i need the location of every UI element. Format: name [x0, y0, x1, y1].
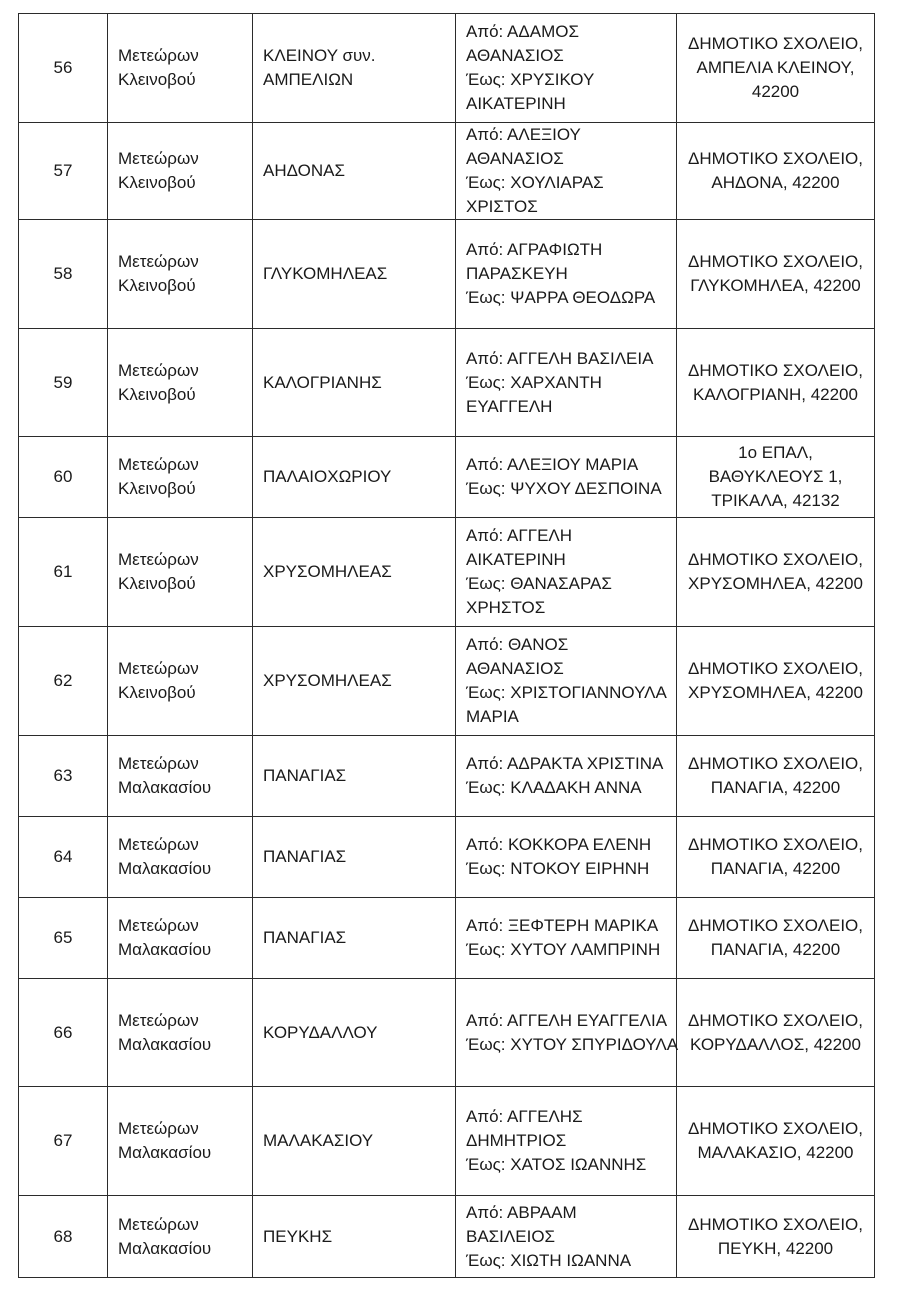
department-cell: [253, 817, 456, 898]
voter-range-line: ΧΡΗΣΤΟΣ: [466, 598, 546, 617]
voter-range-line: Έως: ΧΙΩΤΗ ΙΩΑΝΝΑ: [466, 1250, 632, 1270]
voter-range-cell: [456, 518, 677, 627]
polling-location-line: ΧΡΥΣΟΜΗΛΕΑ, 42200: [688, 683, 863, 702]
municipality-cell: [108, 518, 253, 627]
department-line: ΠΑΝΑΓΙΑΣ: [263, 928, 347, 947]
municipality-cell: [108, 14, 253, 123]
voter-range-line: Από: ΑΓΓΕΛΗ ΒΑΣΙΛΕΙΑ: [466, 348, 654, 368]
department-cell: [253, 979, 456, 1087]
voter-range-line: Έως: ΧΥΤΟΥ ΣΠΥΡΙΔΟΥΛΑ: [466, 1034, 679, 1054]
department-line: ΧΡΥΣΟΜΗΛΕΑΣ: [263, 671, 392, 690]
voter-range-line: ΑΙΚΑΤΕΡΙΝΗ: [466, 550, 566, 569]
table-row: [19, 123, 875, 220]
table-row: [19, 1196, 875, 1278]
municipality-cell: [108, 1196, 253, 1278]
department-line: ΠΑΝΑΓΙΑΣ: [263, 847, 347, 866]
polling-location-cell: [677, 123, 875, 220]
department-line: ΑΜΠΕΛΙΩΝ: [263, 70, 354, 89]
polling-location-cell: [677, 437, 875, 518]
table-row: [19, 518, 875, 627]
department-cell: [253, 1087, 456, 1196]
row-number-cell: 58: [19, 220, 108, 329]
municipality-cell: [108, 627, 253, 736]
department-line: ΧΡΥΣΟΜΗΛΕΑΣ: [263, 562, 392, 581]
municipality-line: Μετεώρων: [118, 835, 199, 854]
voter-range-line: ΜΑΡΙΑ: [466, 707, 519, 726]
department-cell: [253, 437, 456, 518]
voter-range-cell: [456, 437, 677, 518]
polling-location-line: ΚΟΡΥΔΑΛΛΟΣ, 42200: [690, 1034, 861, 1054]
polling-location-cell: [677, 736, 875, 817]
voter-range-line: Έως: ΚΛΑΔΑΚΗ ΑΝΝΑ: [466, 778, 642, 797]
polling-location-line: ΑΜΠΕΛΙΑ ΚΛΕΙΝΟΥ,: [696, 58, 855, 77]
voter-range-line: Έως: ΧΟΥΛΙΑΡΑΣ: [466, 173, 604, 192]
voter-range-line: Από: ΑΔΑΜΟΣ: [466, 22, 579, 41]
municipality-line: Κλεινοβού: [118, 479, 196, 498]
table-row: [19, 736, 875, 817]
voter-range-cell: [456, 979, 677, 1087]
voter-range-line: Έως: ΧΑΤΟΣ ΙΩΑΝΝΗΣ: [466, 1155, 647, 1174]
polling-stations-table: [18, 13, 875, 1278]
voter-range-line: ΑΘΑΝΑΣΙΟΣ: [466, 149, 564, 168]
department-line: ΠΑΛΑΙΟΧΩΡΙΟΥ: [263, 467, 392, 486]
municipality-line: Μετεώρων: [118, 149, 199, 168]
polling-location-line: ΠΑΝΑΓΙΑ, 42200: [710, 859, 841, 878]
municipality-line: Κλεινοβού: [118, 683, 196, 702]
department-cell: [253, 123, 456, 220]
table-row: [19, 817, 875, 898]
voter-range-line: Από: ΘΑΝΟΣ: [466, 635, 569, 654]
polling-location-cell: [677, 518, 875, 627]
polling-location-line: ΔΗΜΟΤΙΚΟ ΣΧΟΛΕΙΟ,: [687, 252, 863, 271]
municipality-line: Κλεινοβού: [118, 276, 196, 295]
department-line: ΓΛΥΚΟΜΗΛΕΑΣ: [263, 264, 388, 283]
voter-range-line: Έως: ΨΑΡΡΑ ΘΕΟΔΩΡΑ: [466, 288, 656, 307]
voter-range-line: ΑΘΑΝΑΣΙΟΣ: [466, 659, 564, 678]
municipality-line: Μαλακασίου: [118, 1034, 212, 1054]
polling-location-cell: [677, 898, 875, 979]
department-cell: [253, 736, 456, 817]
voter-range-line: Από: ΑΔΡΑΚΤΑ ΧΡΙΣΤΙΝΑ: [466, 754, 664, 773]
row-number-cell: 68: [19, 1196, 108, 1278]
polling-location-line: ΔΗΜΟΤΙΚΟ ΣΧΟΛΕΙΟ,: [687, 916, 863, 935]
municipality-line: Μετεώρων: [118, 550, 199, 569]
row-number-cell: 60: [19, 437, 108, 518]
voter-range-cell: [456, 736, 677, 817]
municipality-cell: [108, 123, 253, 220]
row-number-cell: 56: [19, 14, 108, 123]
voter-range-cell: [456, 1087, 677, 1196]
table-row: [19, 329, 875, 437]
voter-range-line: ΑΙΚΑΤΕΡΙΝΗ: [466, 94, 566, 113]
table-row: [19, 1087, 875, 1196]
municipality-line: Μετεώρων: [118, 1214, 199, 1234]
table-row: [19, 979, 875, 1087]
polling-location-cell: [677, 1087, 875, 1196]
municipality-cell: [108, 736, 253, 817]
voter-range-cell: [456, 14, 677, 123]
polling-location-line: ΑΗΔΟΝΑ, 42200: [711, 173, 840, 192]
voter-range-cell: [456, 898, 677, 979]
department-line: ΜΑΛΑΚΑΣΙΟΥ: [263, 1131, 374, 1150]
voter-range-line: Έως: ΝΤΟΚΟΥ ΕΙΡΗΝΗ: [466, 859, 650, 878]
voter-range-line: Έως: ΘΑΝΑΣΑΡΑΣ: [466, 574, 612, 593]
table-body: [19, 14, 875, 1278]
voter-range-line: Από: ΑΒΡΑΑΜ: [466, 1202, 577, 1222]
table-row: [19, 437, 875, 518]
municipality-line: Μαλακασίου: [118, 940, 212, 959]
polling-location-line: ΔΗΜΟΤΙΚΟ ΣΧΟΛΕΙΟ,: [687, 1214, 863, 1234]
municipality-cell: [108, 817, 253, 898]
municipality-line: Μετεώρων: [118, 1119, 199, 1138]
voter-range-line: ΒΑΣΙΛΕΙΟΣ: [466, 1226, 556, 1246]
row-number-cell: 59: [19, 329, 108, 437]
voter-range-cell: [456, 123, 677, 220]
polling-location-cell: [677, 627, 875, 736]
department-line: ΑΗΔΟΝΑΣ: [263, 161, 345, 180]
voter-range-line: Έως: ΨΥΧΟΥ ΔΕΣΠΟΙΝΑ: [466, 479, 662, 498]
voter-range-line: Έως: ΧΑΡΧΑΝΤΗ: [466, 372, 602, 392]
department-line: ΠΑΝΑΓΙΑΣ: [263, 766, 347, 785]
municipality-line: Μετεώρων: [118, 252, 199, 271]
municipality-line: Μαλακασίου: [118, 1238, 212, 1258]
polling-location-line: ΠΑΝΑΓΙΑ, 42200: [710, 940, 841, 959]
municipality-line: Μετεώρων: [118, 916, 199, 935]
polling-location-cell: [677, 817, 875, 898]
polling-location-line: ΚΑΛΟΓΡΙΑΝΗ, 42200: [693, 384, 858, 404]
table-row: [19, 898, 875, 979]
row-number-cell: 63: [19, 736, 108, 817]
polling-location-line: ΔΗΜΟΤΙΚΟ ΣΧΟΛΕΙΟ,: [687, 34, 863, 53]
voter-range-cell: [456, 220, 677, 329]
municipality-line: Μετεώρων: [118, 754, 199, 773]
voter-range-cell: [456, 817, 677, 898]
voter-range-line: ΧΡΙΣΤΟΣ: [466, 197, 538, 216]
municipality-line: Μετεώρων: [118, 659, 199, 678]
department-line: ΚΑΛΟΓΡΙΑΝΗΣ: [263, 372, 382, 392]
voter-range-line: Από: ΑΓΓΕΛΗΣ: [466, 1107, 583, 1126]
voter-range-line: Από: ΑΛΕΞΙΟΥ: [466, 125, 581, 144]
municipality-cell: [108, 898, 253, 979]
polling-location-line: 42200: [751, 82, 800, 101]
voter-range-line: Έως: ΧΡΥΣΙΚΟΥ: [466, 70, 595, 89]
municipality-line: Μαλακασίου: [118, 859, 212, 878]
polling-location-line: ΓΛΥΚΟΜΗΛΕΑ, 42200: [690, 276, 861, 295]
department-cell: [253, 518, 456, 627]
polling-location-line: ΔΗΜΟΤΙΚΟ ΣΧΟΛΕΙΟ,: [687, 659, 863, 678]
polling-location-cell: [677, 1196, 875, 1278]
table-row: [19, 220, 875, 329]
voter-range-line: Από: ΑΛΕΞΙΟΥ ΜΑΡΙΑ: [466, 455, 639, 474]
row-number-cell: 66: [19, 979, 108, 1087]
department-cell: [253, 627, 456, 736]
voter-range-line: Από: ΑΓΓΕΛΗ: [466, 526, 573, 545]
voter-range-line: Από: ΚΟΚΚΟΡΑ ΕΛΕΝΗ: [466, 835, 652, 854]
municipality-cell: [108, 1087, 253, 1196]
polling-location-line: 1ο ΕΠΑΛ,: [738, 443, 813, 462]
municipality-line: Μαλακασίου: [118, 1143, 212, 1162]
voter-range-line: Από: ΞΕΦΤΕΡΗ ΜΑΡΙΚΑ: [466, 916, 659, 935]
row-number-cell: 57: [19, 123, 108, 220]
municipality-line: Μαλακασίου: [118, 778, 212, 797]
polling-location-line: ΜΑΛΑΚΑΣΙΟ, 42200: [697, 1143, 854, 1162]
polling-location-line: ΔΗΜΟΤΙΚΟ ΣΧΟΛΕΙΟ,: [687, 149, 863, 168]
row-number-cell: 65: [19, 898, 108, 979]
voter-range-cell: [456, 1196, 677, 1278]
department-cell: [253, 220, 456, 329]
department-cell: [253, 1196, 456, 1278]
voter-range-line: ΠΑΡΑΣΚΕΥΗ: [466, 264, 568, 283]
municipality-line: Μετεώρων: [118, 455, 199, 474]
department-cell: [253, 898, 456, 979]
polling-location-cell: [677, 220, 875, 329]
voter-range-line: ΔΗΜΗΤΡΙΟΣ: [466, 1131, 567, 1150]
voter-range-line: Από: ΑΓΡΑΦΙΩΤΗ: [466, 240, 603, 259]
row-number-cell: 61: [19, 518, 108, 627]
municipality-line: Μετεώρων: [118, 1010, 199, 1030]
polling-location-cell: [677, 14, 875, 123]
polling-location-line: ΧΡΥΣΟΜΗΛΕΑ, 42200: [688, 574, 863, 593]
row-number-cell: 62: [19, 627, 108, 736]
municipality-cell: [108, 220, 253, 329]
table-row: [19, 14, 875, 123]
polling-location-cell: [677, 329, 875, 437]
municipality-line: Κλεινοβού: [118, 384, 196, 404]
voter-range-cell: [456, 329, 677, 437]
polling-location-line: ΔΗΜΟΤΙΚΟ ΣΧΟΛΕΙΟ,: [687, 1010, 863, 1030]
polling-location-line: ΔΗΜΟΤΙΚΟ ΣΧΟΛΕΙΟ,: [687, 835, 863, 854]
voter-range-line: Από: ΑΓΓΕΛΗ ΕΥΑΓΓΕΛΙΑ: [466, 1010, 668, 1030]
municipality-cell: [108, 329, 253, 437]
municipality-line: Μετεώρων: [118, 46, 199, 65]
department-line: ΠΕΥΚΗΣ: [263, 1226, 333, 1246]
voter-range-line: ΑΘΑΝΑΣΙΟΣ: [466, 46, 564, 65]
table-row: [19, 627, 875, 736]
department-cell: [253, 329, 456, 437]
municipality-cell: [108, 979, 253, 1087]
voter-range-cell: [456, 627, 677, 736]
polling-location-line: ΔΗΜΟΤΙΚΟ ΣΧΟΛΕΙΟ,: [687, 1119, 863, 1138]
polling-location-line: ΔΗΜΟΤΙΚΟ ΣΧΟΛΕΙΟ,: [687, 550, 863, 569]
voter-range-line: Έως: ΧΡΙΣΤΟΓΙΑΝΝΟΥΛΑ: [466, 683, 667, 702]
municipality-line: Κλεινοβού: [118, 574, 196, 593]
department-line: ΚΟΡΥΔΑΛΛΟΥ: [263, 1022, 378, 1042]
polling-location-line: ΔΗΜΟΤΙΚΟ ΣΧΟΛΕΙΟ,: [687, 360, 863, 380]
polling-location-line: ΠΑΝΑΓΙΑ, 42200: [710, 778, 841, 797]
municipality-line: Μετεώρων: [118, 360, 199, 380]
municipality-cell: [108, 437, 253, 518]
department-line: ΚΛΕΙΝΟΥ συν.: [263, 46, 376, 65]
department-cell: [253, 14, 456, 123]
polling-location-line: ΠΕΥΚΗ, 42200: [717, 1238, 834, 1258]
polling-location-cell: [677, 979, 875, 1087]
voter-range-line: ΕΥΑΓΓΕΛΗ: [466, 396, 553, 416]
polling-location-line: ΤΡΙΚΑΛΑ, 42132: [711, 491, 840, 510]
polling-location-line: ΒΑΘΥΚΛΕΟΥΣ 1,: [708, 467, 843, 486]
municipality-line: Κλεινοβού: [118, 173, 196, 192]
row-number-cell: 64: [19, 817, 108, 898]
municipality-line: Κλεινοβού: [118, 70, 196, 89]
row-number-cell: 67: [19, 1087, 108, 1196]
voter-range-line: Έως: ΧΥΤΟΥ ΛΑΜΠΡΙΝΗ: [466, 940, 661, 959]
polling-location-line: ΔΗΜΟΤΙΚΟ ΣΧΟΛΕΙΟ,: [687, 754, 863, 773]
